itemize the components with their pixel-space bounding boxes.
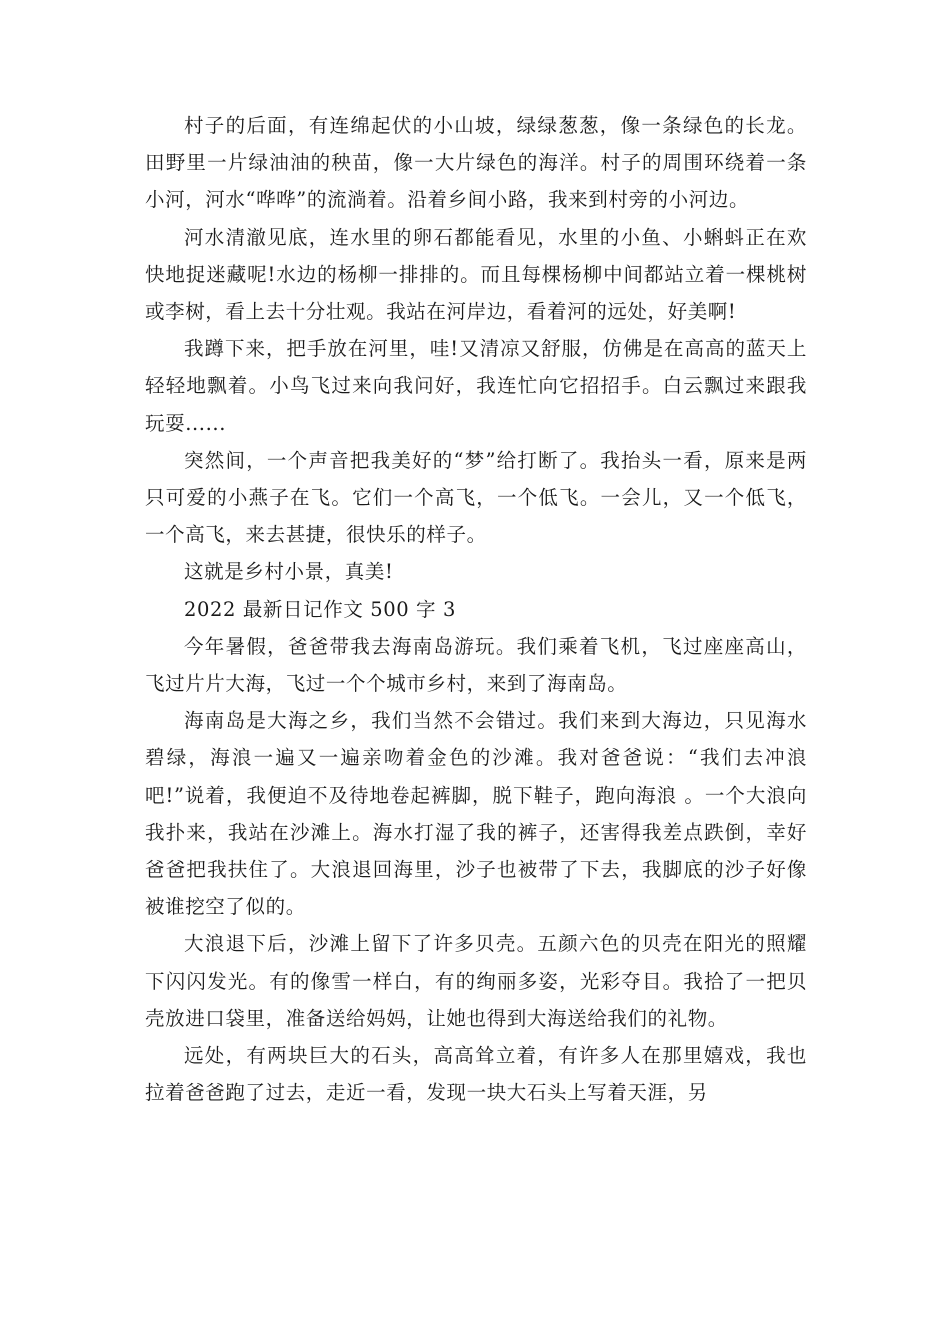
paragraph: 我蹲下来，把手放在河里，哇!又清凉又舒服，仿佛是在高高的蓝天上轻轻地飘着。小鸟飞过来向我问好，我连忙向它招招手。白云飘过来跟我玩耍...... bbox=[145, 337, 807, 435]
paragraph: 村子的后面，有连绵起伏的小山坡，绿绿葱葱，像一条绿色的长龙。田野里一片绿油油的秧苗，像一大片绿色的海洋。村子的周围环绕着一条小河，河水“哗哗”的流淌着。沿着乡间小路，我来到村旁的小河边。 bbox=[145, 114, 807, 212]
paragraph: 这就是乡村小景，真美! bbox=[184, 560, 394, 584]
section-heading: 2022 最新日记作文 500 字 3 bbox=[184, 597, 456, 621]
paragraph: 突然间，一个声音把我美好的“梦”给打断了。我抬头一看，原来是两只可爱的小燕子在飞。它们一个高飞，一个低飞。一会儿，又一个低飞，一个高飞，来去甚捷，很快乐的样子。 bbox=[145, 448, 807, 547]
paragraph: 今年暑假，爸爸带我去海南岛游玩。我们乘着飞机，飞过座座高山，飞过片片大海，飞过一个个城市乡村，来到了海南岛。 bbox=[145, 634, 807, 696]
paragraph: 远处，有两块巨大的石头，高高耸立着，有许多人在那里嬉戏，我也拉着爸爸跑了过去，走近一看，发现一块大石头上写着天涯，另 bbox=[145, 1044, 807, 1105]
paragraph: 大浪退下后，沙滩上留下了许多贝壳。五颜六色的贝壳在阳光的照耀下闪闪发光。有的像雪一样白，有的绚丽多姿，光彩夺目。我拾了一把贝壳放进口袋里，准备送给妈妈，让她也得到大海送给我们的礼物。 bbox=[145, 932, 807, 1030]
paragraph: 河水清澈见底，连水里的卵石都能看见，水里的小鱼、小蝌蚪正在欢快地捉迷藏呢!水边的杨柳一排排的。而且每棵杨柳中间都站立着一棵桃树或李树，看上去十分壮观。我站在河岸边，看着河的远处，好美啊! bbox=[145, 225, 807, 324]
paragraph: 海南岛是大海之乡，我们当然不会错过。我们来到大海边，只见海水碧绿，海浪一遍又一遍亲吻着金色的沙滩。我对爸爸说：“我们去冲浪吧!”说着，我便迫不及待地卷起裤脚，脱下鞋子，跑向海浪 。一个大浪向我扑来，我站在沙滩上。海水打湿了我的裤子，还害得我差点跌倒，幸好爸爸把我扶住了。大浪退回海里，沙子也被带了下去，我脚底的沙子好像被谁挖空了似的。 bbox=[145, 709, 807, 919]
document-body bbox=[145, 107, 807, 1111]
